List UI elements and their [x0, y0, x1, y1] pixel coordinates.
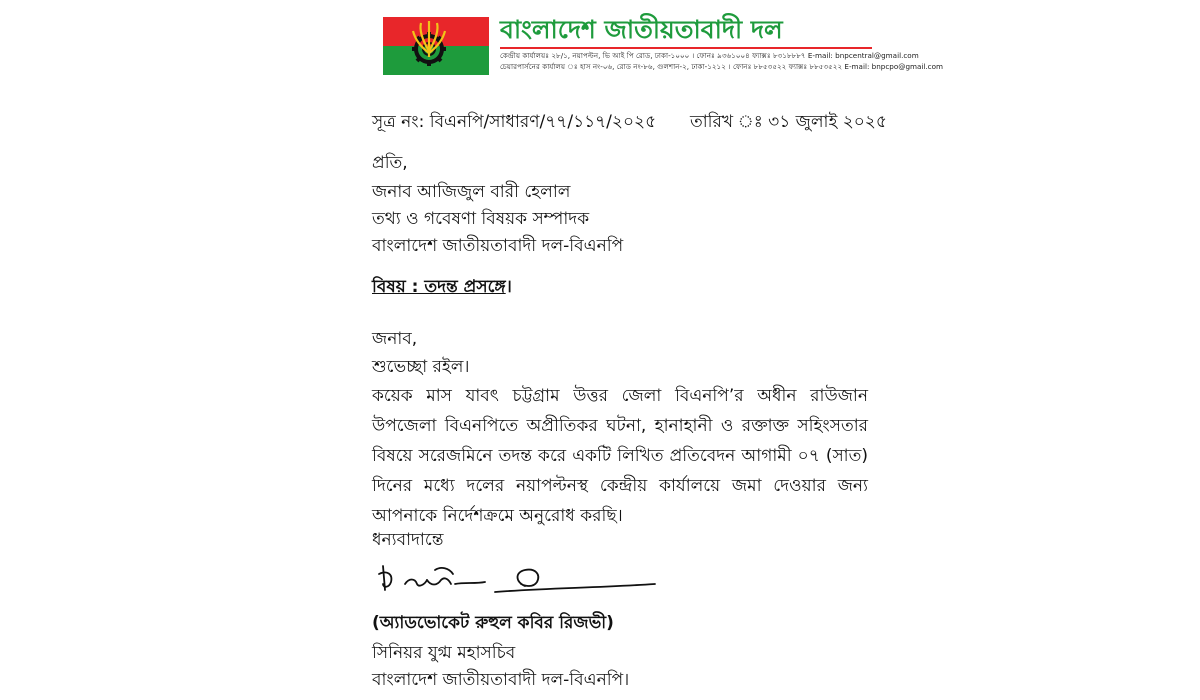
party-name-heading: বাংলাদেশ জাতীয়তাবাদী দল	[500, 15, 783, 44]
subject-end-mark: ।	[505, 277, 512, 297]
signatory-name: (অ্যাডভোকেট রুহুল কবির রিজভী)	[372, 613, 614, 633]
to-label: প্রতি,	[372, 153, 408, 173]
party-flag-logo	[383, 17, 489, 75]
central-office-address: কেন্দ্রীয় কার্যালয়ঃ ২৮/১, নয়াপল্টন, ভি আই পি রোড, ঢাকা-১০০০ । ফোনঃ ৯৩৬১০০৪ ফ্যাক্সঃ ৮৩১৮৮৮৭ E-mail: bnpcentral@gmail.com	[500, 51, 919, 60]
letter-date: তারিখ ঃ ৩১ জুলাই ২০২৫	[690, 112, 887, 132]
chairperson-office-address: চেয়ারপার্সনের কার্যালয় ঃ হাস নং-০৬, রোড নং-৮৬, গুলশান-২, ঢাকা-১২১২ । ফোনঃ ৮৮৫৩৫২২ ফ্যাক্সঃ ৮৮৫৩৫২২ E-mail: bnpcpo@gmail.com	[500, 62, 944, 71]
body-paragraph: কয়েক মাস যাবৎ চট্টগ্রাম উত্তর জেলা বিএনপি’র অধীন রাউজান উপজেলা বিএনপিতে অপ্রীতিকর ঘটনা, হানাহানী ও রক্তাক্ত সহিংসতার বিষয়ে সরেজমিনে তদন্ত করে একটি লিখিত প্রতিবেদন আগামী ০৭ (সাত) দিনের মধ্যে দলের নয়াপল্টনস্থ কেন্দ্রীয় কার্যালয়ে জমা দেওয়ার জন্য আপনাকে নির্দেশক্রমে অনুরোধ করছি।	[372, 386, 868, 526]
signatory-title: সিনিয়র যুগ্ম মহাসচিব	[372, 643, 516, 663]
recipient-organization: বাংলাদেশ জাতীয়তাবাদী দল-বিএনপি	[372, 236, 624, 256]
closing: ধন্যবাদান্তে	[372, 530, 444, 550]
recipient-name: জনাব আজিজুল বারী হেলাল	[372, 182, 571, 202]
recipient-designation: তথ্য ও গবেষণা বিষয়ক সম্পাদক	[372, 209, 590, 229]
salutation: জনাব,	[372, 329, 418, 349]
subject-line	[372, 275, 512, 299]
subject-label: বিষয় : তদন্ত প্রসঙ্গে	[372, 277, 506, 297]
handwritten-signature	[375, 556, 665, 606]
letterhead-rule	[500, 47, 872, 49]
signatory-organization: বাংলাদেশ জাতীয়তাবাদী দল-বিএনপি।	[372, 670, 630, 690]
paddy-sheaf-gear-emblem-icon	[383, 17, 489, 75]
reference-number: সূত্র নং: বিএনপি/সাধারণ/৭৭/১১৭/২০২৫	[372, 112, 657, 132]
greeting: শুভেচ্ছা রইল।	[372, 357, 470, 377]
